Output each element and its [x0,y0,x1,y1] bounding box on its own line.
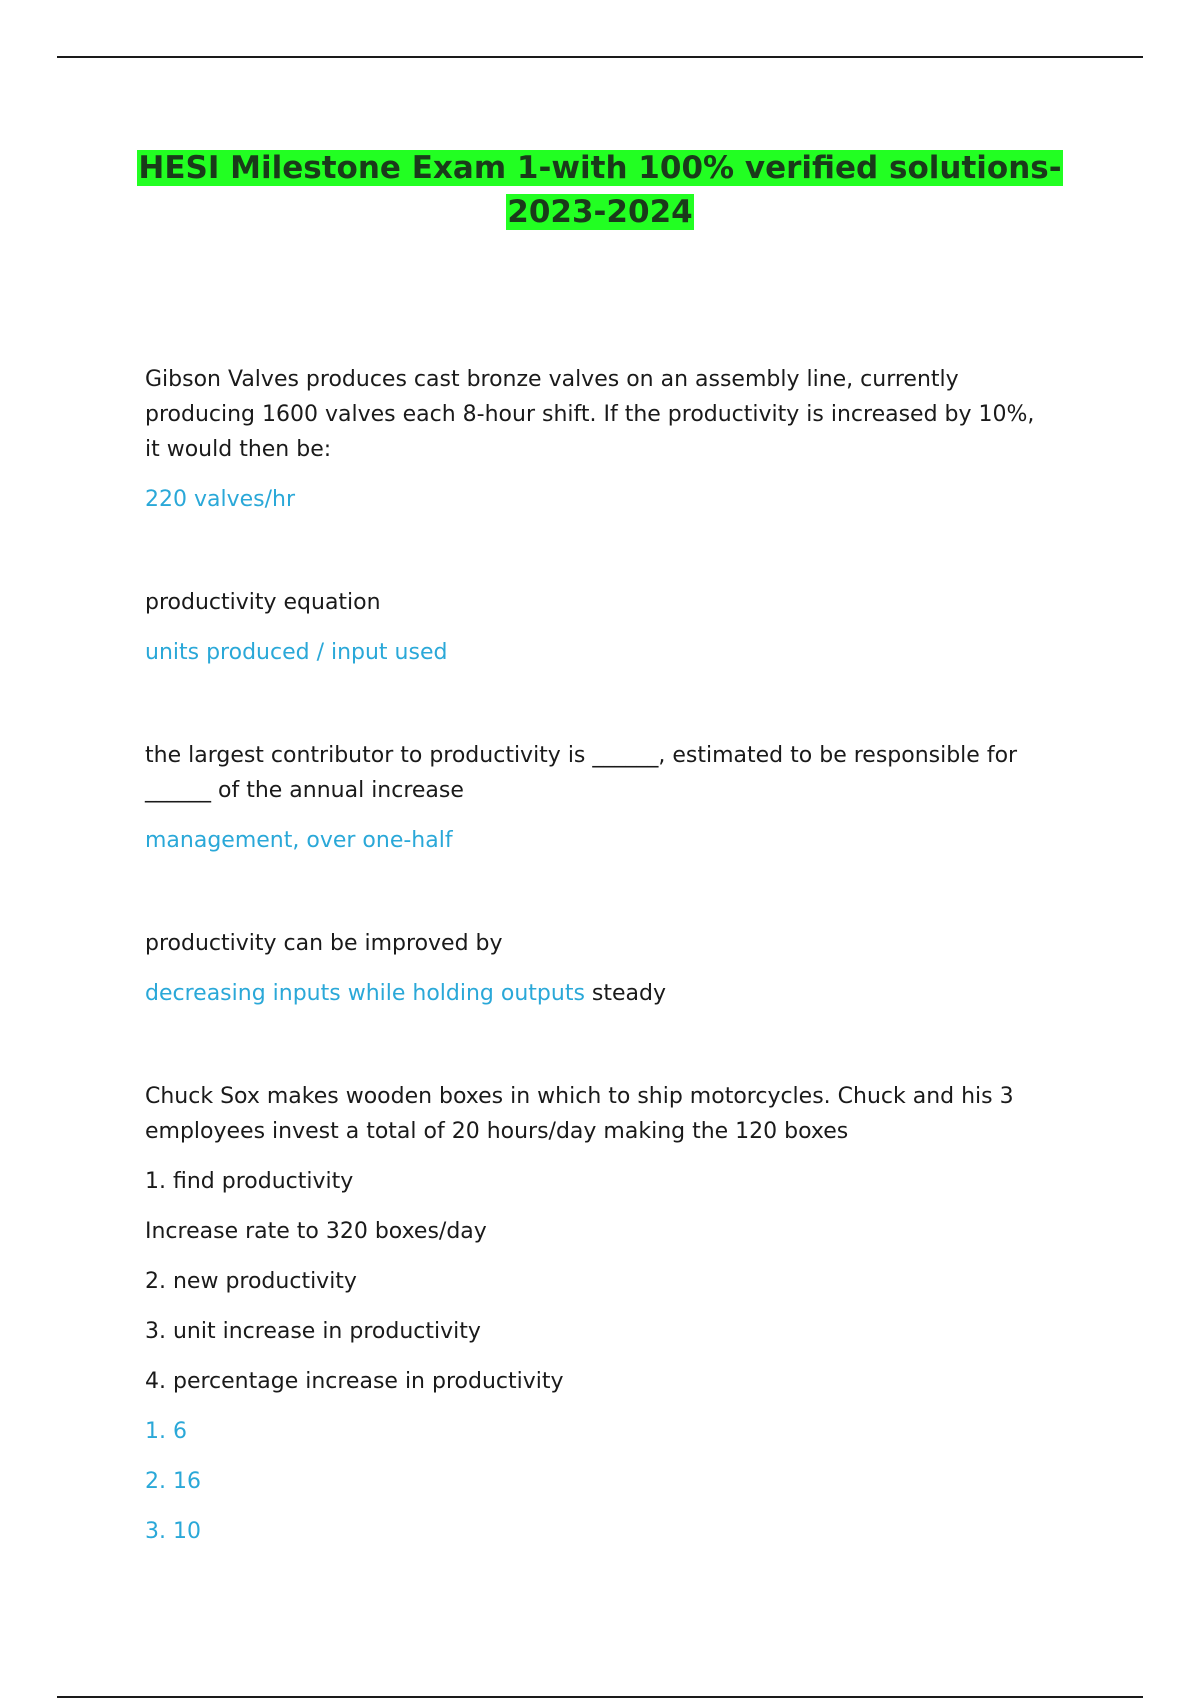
answer-1: 220 valves/hr [145,487,296,512]
problem-answer-1: 1. 6 [145,1419,187,1444]
title-line-2: 2023-2024 [507,194,693,230]
question-1: Gibson Valves produces cast bronze valves on an assembly line, currently producing 1600 valves each 8-hour shift. If the productivity is increased by 10%, it would then be: [145,367,1035,462]
answer-4-suffix: steady [584,981,666,1006]
problem-answer-3: 3. 10 [145,1519,201,1544]
answer-4 [145,976,1045,1011]
question-2: productivity equation [145,590,381,615]
question-4: productivity can be improved by [145,931,503,956]
answer-3: management, over one-half [145,828,453,853]
answer-4-text: decreasing inputs while holding outputs [145,981,585,1006]
problem-answer-2: 2. 16 [145,1469,201,1494]
bottom-rule [57,1696,1143,1698]
problem-line-4: 3. unit increase in productivity [145,1319,481,1344]
question-3: the largest contributor to productivity is ______, estimated to be responsible for ______ of the annual increase [145,743,1018,803]
title-line-1: HESI Milestone Exam 1-with 100% verified solutions- [138,150,1062,186]
problem-line-3: 2. new productivity [145,1269,357,1294]
problem-line-2: Increase rate to 320 boxes/day [145,1219,487,1244]
answer-2: units produced / input used [145,640,448,665]
problem-line-1: 1. find productivity [145,1169,354,1194]
problem-intro: Chuck Sox makes wooden boxes in which to ship motorcycles. Chuck and his 3 employees invest a total of 20 hours/day making the 120 boxes [145,1084,1014,1144]
problem-line-5: 4. percentage increase in productivity [145,1369,564,1394]
top-rule [57,56,1143,58]
document-title [0,146,1200,234]
document-body [145,362,1045,1549]
